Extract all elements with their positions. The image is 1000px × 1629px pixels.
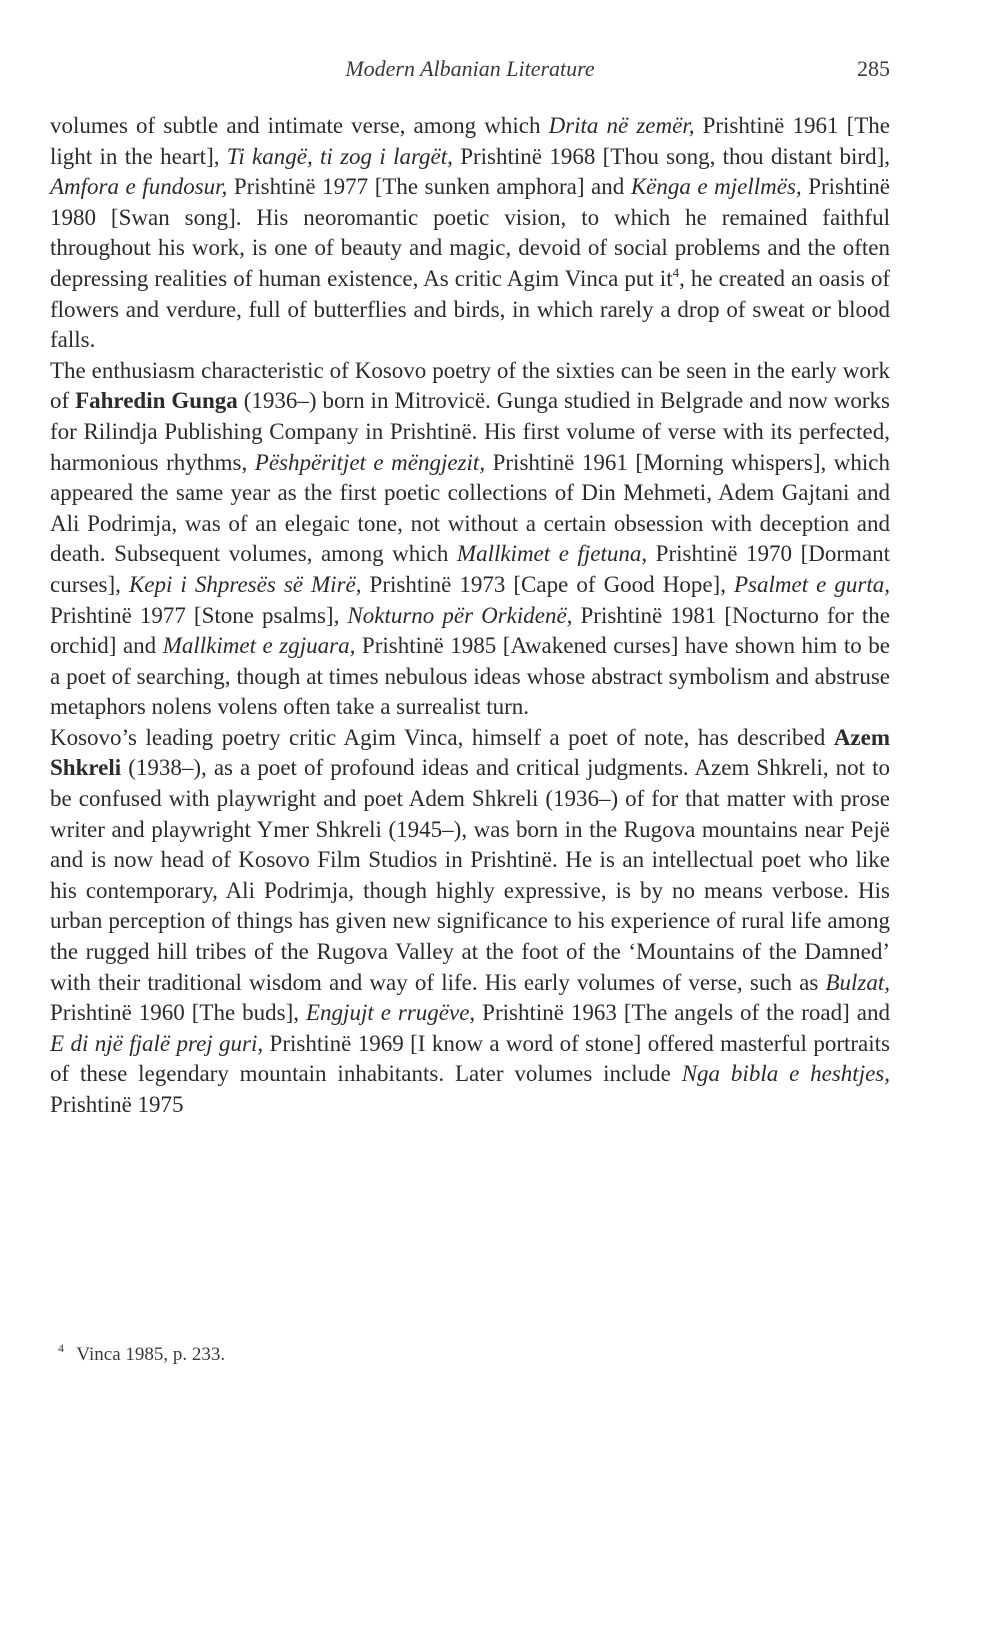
footnote: 4 Vinca 1985, p. 233. (58, 1341, 226, 1365)
italic-title: Pëshpëritjet e mëngjezit, (254, 449, 486, 475)
italic-title: Mallkimet e fjetuna, (456, 541, 648, 567)
text-run: (1938–), as a poet of profound ideas and critical judgments. Azem Shkreli, not to be confused with playwright and poet Adem Shkreli (1936–) of for that matter with prose writer and playwright Ymer Shkreli (1945–), was born in the Rugova mountains near Pejë and is now head of Kosovo Film Studios in Prishtinë. He is an intellectual poet who like his contemporary, Ali Podrimja, though highly expressive, is by no means verbose. His urban perception of things has given new significance to his experience of rural life among the rugged hill tribes of the Rugova Valley at the foot of the ‘Mountains of the Damned’ with their traditional wisdom and way of life. His early volumes of verse, such as (50, 755, 890, 995)
text-run: Prishtinë 1960 [The buds], (50, 1000, 306, 1026)
text-run: Prishtinë 1970 [Dormant curses], (50, 541, 890, 597)
text-run: Prishtinë 1985 [Awakened curses] have shown him to be a poet of searching, though at times nebulous ideas whose abstract symbolism and abstruse metaphors nolens volens often take a surrealist turn. (50, 633, 890, 720)
text-run: Prishtinë 1977 [Stone psalms], (50, 602, 348, 628)
italic-title: Ti kangë, ti zog i largët, (226, 143, 453, 169)
footnote-text: Vinca 1985, p. 233. (76, 1344, 226, 1365)
page-number: 285 (857, 56, 890, 81)
body-text (50, 111, 890, 1121)
text-run: Prishtinë 1975 (50, 1092, 184, 1117)
italic-title: Amfora e fundosur, (50, 174, 228, 200)
running-title: Modern Albanian Literature (345, 56, 595, 81)
text-run: Prishtinë 1961 [The light in the heart], (50, 113, 891, 169)
italic-title: Nokturno për Orkidenë, (347, 602, 573, 628)
footnote-reference: 4 (672, 264, 680, 280)
text-run: volumes of subtle and intimate verse, among which (50, 113, 549, 138)
text-run: Prishtinë 1980 [Swan song]. His neoromantic poetic vision, to which he remained faithful throughout his work, is one of beauty and magic, devoid of social problems and the often depressing realities of human existence, As critic Agim Vinca put it (50, 174, 890, 291)
italic-title: Psalmet e gurta, (734, 571, 890, 597)
paragraph (50, 111, 890, 356)
text-run: Kosovo’s leading poetry critic Agim Vinca, himself a poet of note, has described (50, 724, 834, 750)
text-run: Prishtinë 1977 [The sunken amphora] and (227, 174, 631, 200)
italic-title: Kepi i Shpresës së Mirë, (128, 571, 362, 597)
text-run: Prishtinë 1969 [I know a word of stone] offered masterful portraits of these legendary mountain inhabitants. Later volumes include (50, 1030, 890, 1087)
text-run: Prishtinë 1973 [Cape of Good Hope], (361, 571, 734, 597)
text-run: (1936–) born in Mitrovicë. Gunga studied in Belgrade and now works for Rilindja Publishing Company in Prishtinë. His first volume of verse with its perfected, harmonious rhythms, (50, 388, 890, 475)
author-name: Azem Shkreli (50, 724, 890, 781)
text-run: Prishtinë 1968 [Thou song, thou distant bird], (452, 143, 890, 169)
paragraph (50, 356, 890, 723)
text-run: Prishtinë 1961 [Morning whispers], which appeared the same year as the first poetic collections of Din Mehmeti, Adem Gajtani and Ali Podrimja, was of an elegaic tone, not without a certain obsession with deception and death. Subsequent volumes, among which (50, 449, 890, 567)
italic-title: Kënga e mjellmës, (630, 174, 802, 200)
italic-title: Bulzat, (825, 969, 890, 995)
italic-title: Drita në zemër, (548, 113, 695, 138)
text-run: The enthusiasm characteristic of Kosovo poetry of the sixties can be seen in the early work of (50, 357, 890, 414)
author-name: Fahredin Gunga (75, 388, 238, 414)
text-run: Prishtinë 1963 [The angels of the road] and (475, 1000, 890, 1026)
italic-title: Nga bibla e heshtjes, (681, 1061, 890, 1087)
page-header (50, 52, 890, 86)
paragraph (50, 723, 890, 1121)
italic-title: Engjujt e rrugëve, (306, 1000, 476, 1026)
text-run: , he created an oasis of flowers and verdure, full of butterflies and birds, in which rarely a drop of sweat or blood falls. (50, 265, 891, 353)
italic-title: E di një fjalë prej guri, (50, 1030, 264, 1056)
text-run: Prishtinë 1981 [Nocturno for the orchid] and (50, 602, 890, 659)
italic-title: Mallkimet e zgjuara, (162, 633, 356, 659)
